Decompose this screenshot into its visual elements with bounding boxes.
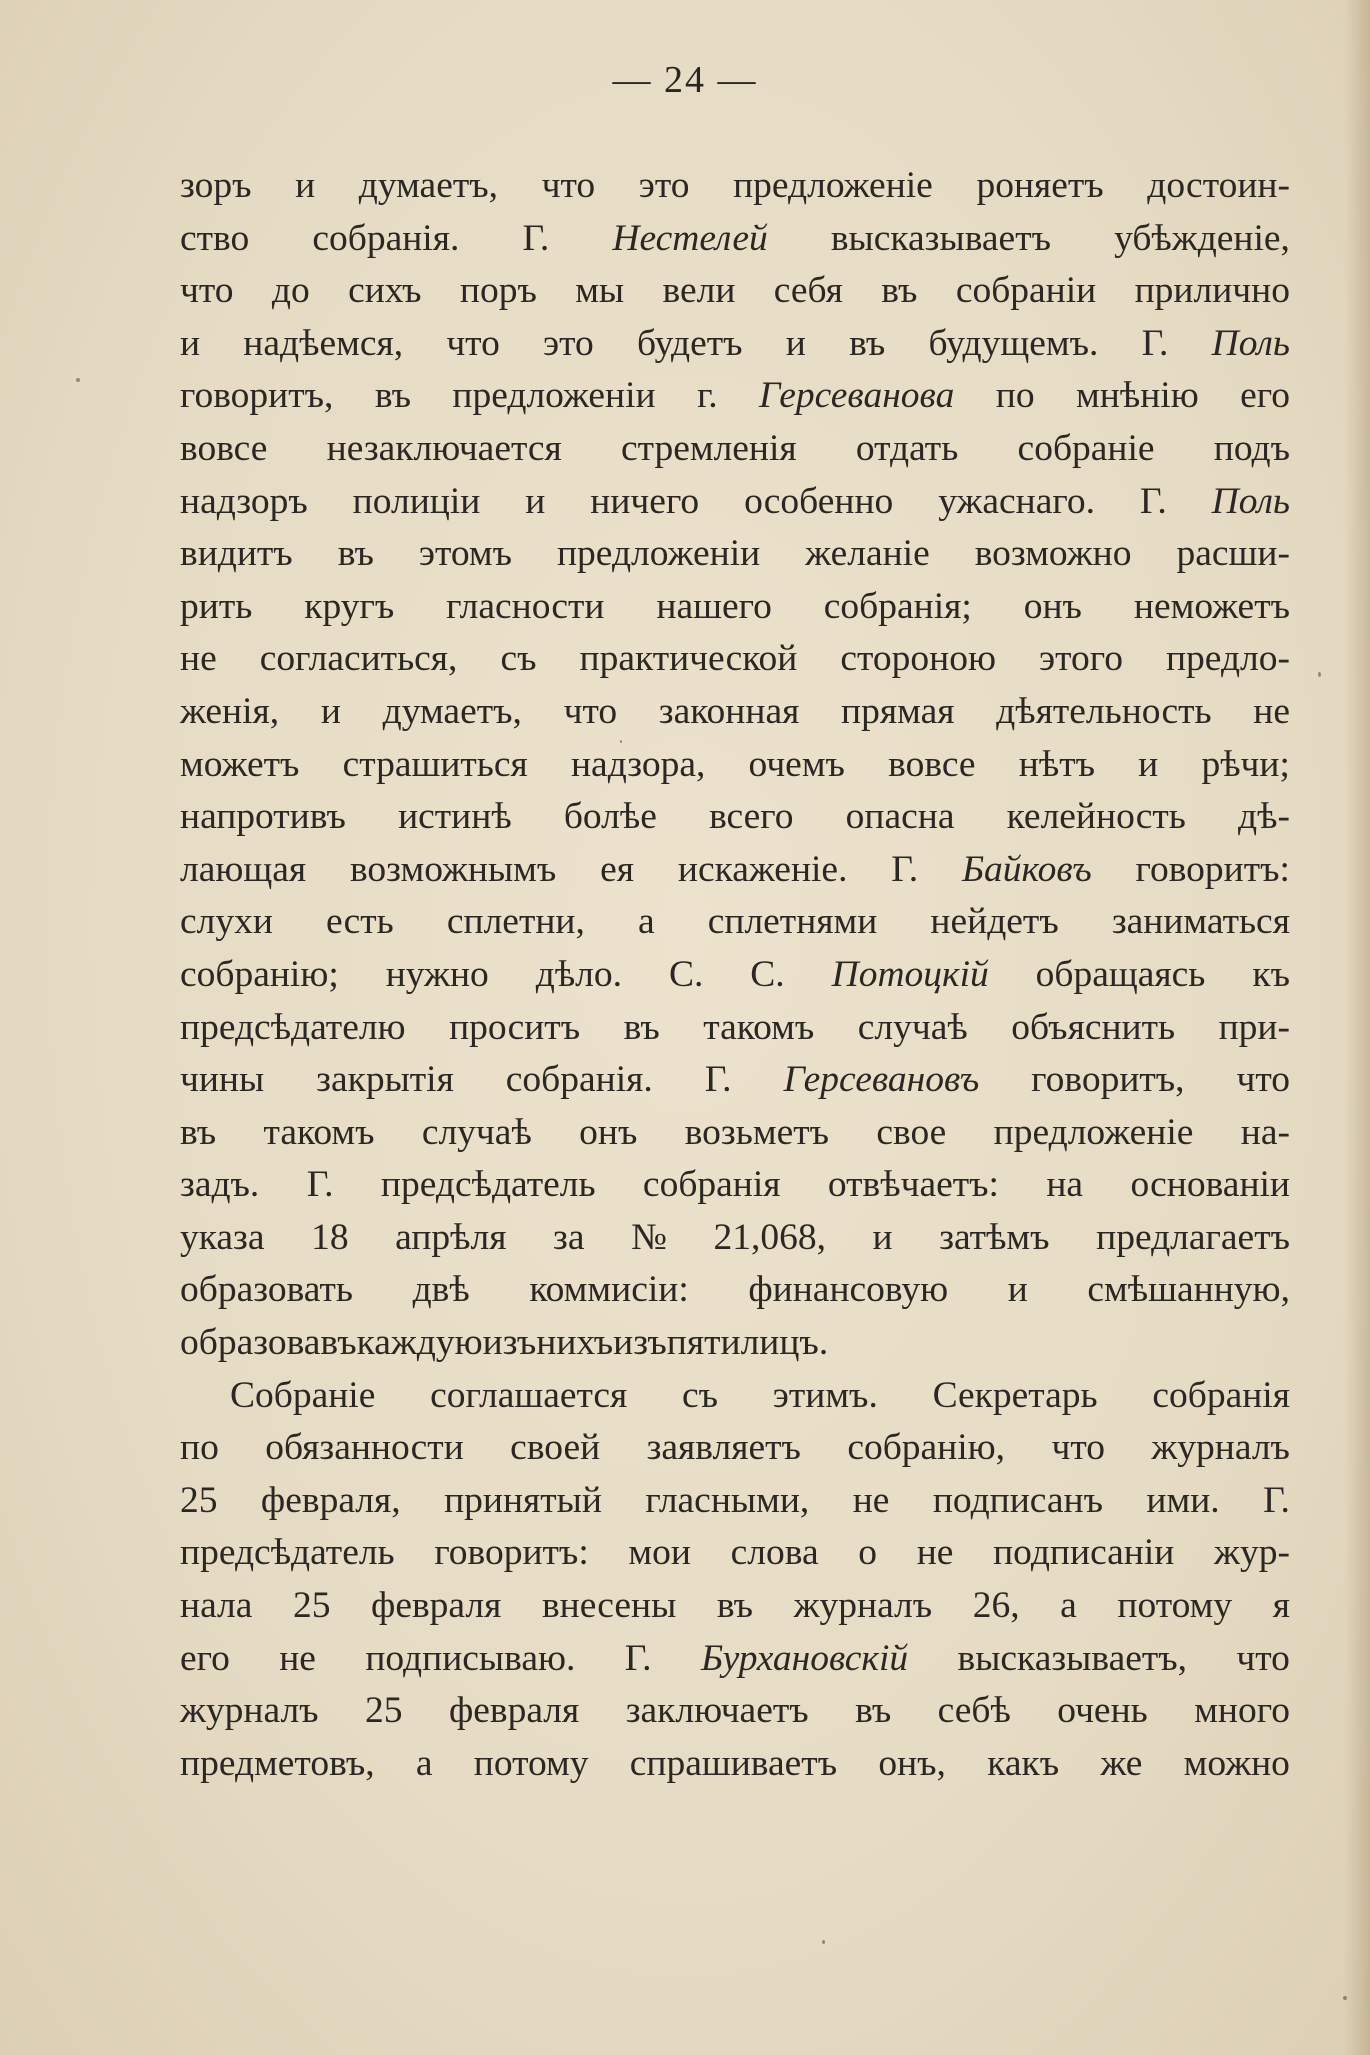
word: законная <box>658 690 800 732</box>
text-line <box>180 1685 1290 1738</box>
word: говоритъ, <box>1031 1059 1185 1101</box>
word: финансовую <box>748 1269 949 1311</box>
word: много <box>1194 1690 1290 1732</box>
text-line <box>180 1264 1290 1317</box>
word: отвѣчаетъ: <box>827 1164 999 1206</box>
word: говоритъ, <box>180 375 334 417</box>
word: возможно <box>974 533 1132 575</box>
word: внесены <box>541 1585 677 1627</box>
word: дѣятельность <box>996 690 1212 732</box>
word: Г. <box>306 1164 334 1206</box>
word: собранія. <box>312 217 460 259</box>
word: а <box>637 901 655 943</box>
word: можетъ <box>180 743 300 785</box>
word: говоритъ: <box>434 1532 589 1574</box>
word: ея <box>600 848 635 890</box>
word: незаключается <box>326 427 562 469</box>
word: лицъ. <box>740 1322 829 1364</box>
word: двѣ <box>412 1269 470 1311</box>
word: Бурхановскій <box>700 1637 909 1679</box>
word: Г. <box>891 848 919 890</box>
word: нейдетъ <box>930 901 1059 943</box>
text-line <box>180 844 1290 897</box>
word: журналъ <box>1151 1427 1290 1469</box>
word: не <box>916 1532 954 1574</box>
word: вовсе <box>180 427 268 469</box>
word: и <box>1138 743 1159 785</box>
text-line <box>180 1527 1290 1580</box>
word: собранія; <box>823 585 972 627</box>
word: это <box>543 322 594 364</box>
word: апрѣля <box>395 1216 507 1258</box>
word: высказываетъ, <box>957 1637 1188 1679</box>
word: что <box>180 270 234 312</box>
word: г. <box>697 375 718 417</box>
word: мои <box>628 1532 691 1574</box>
word: этимъ. <box>772 1374 878 1416</box>
text-line <box>180 1738 1290 1791</box>
body-text <box>180 160 1290 1790</box>
word: въ <box>180 1111 217 1153</box>
word: Г. <box>1139 480 1167 522</box>
word: возможнымъ <box>349 848 557 890</box>
word: искаженіе. <box>677 848 848 890</box>
word: журналъ <box>793 1585 933 1627</box>
word: по <box>995 375 1035 417</box>
text-line <box>180 528 1290 581</box>
word: онъ <box>1023 585 1082 627</box>
word: Байковъ <box>961 848 1092 890</box>
text-line <box>180 213 1290 266</box>
word: зоръ <box>180 165 252 206</box>
word: что <box>1051 1427 1105 1469</box>
text-line <box>180 949 1290 1002</box>
word: какъ <box>987 1742 1060 1784</box>
word: что <box>541 165 596 206</box>
word: 18 <box>311 1216 349 1258</box>
word: собранію; <box>180 953 339 995</box>
word: не <box>1253 690 1290 732</box>
word: С. <box>750 953 785 995</box>
word: задъ. <box>180 1164 260 1206</box>
word: возьметъ <box>684 1111 829 1153</box>
word: желаніе <box>805 533 930 575</box>
word: рѣчи; <box>1201 743 1290 785</box>
word: обязанности <box>265 1427 464 1469</box>
word: 26, <box>972 1585 1020 1627</box>
word: предсѣдатель <box>380 1164 596 1206</box>
word: въ <box>374 375 411 417</box>
word: можно <box>1183 1742 1290 1784</box>
text-line <box>180 581 1290 634</box>
word: съ <box>500 638 537 680</box>
word: нашего <box>656 585 772 627</box>
word: затѣмъ <box>939 1216 1050 1258</box>
word: практической <box>579 638 798 680</box>
word: Поль <box>1211 480 1290 522</box>
word: что <box>1236 1059 1290 1101</box>
word: 25 <box>292 1585 331 1627</box>
word: въ <box>716 1585 754 1627</box>
text-line <box>180 1422 1290 1475</box>
word: думаетъ, <box>358 165 499 206</box>
word: и <box>295 165 316 206</box>
word: и <box>872 1216 893 1258</box>
word: предметовъ, <box>180 1742 375 1784</box>
word: расши- <box>1176 533 1290 575</box>
word: предсѣдателю <box>180 1006 406 1048</box>
word: онъ, <box>878 1742 946 1784</box>
word: согласиться, <box>259 638 458 680</box>
word: потому <box>1117 1585 1233 1627</box>
word: подписанъ <box>932 1479 1103 1521</box>
word: на- <box>1240 1111 1290 1153</box>
text-line <box>180 423 1290 476</box>
word: о <box>858 1532 878 1574</box>
text-line <box>180 1317 1290 1370</box>
word: Г. <box>522 217 550 259</box>
text-line <box>180 1107 1290 1160</box>
word: достоин- <box>1147 165 1290 206</box>
word: не <box>852 1479 890 1521</box>
word: Потоцкій <box>831 953 989 995</box>
word: и <box>785 322 806 364</box>
text-line <box>180 1580 1290 1633</box>
word: свое <box>876 1111 947 1153</box>
word: гласности <box>446 585 605 627</box>
text-line <box>180 1370 1290 1423</box>
word: Г. <box>624 1637 652 1679</box>
word: соглашается <box>430 1374 628 1416</box>
word: ужаснаго. <box>938 480 1095 522</box>
word: заявляетъ <box>646 1427 801 1469</box>
text-line <box>180 1054 1290 1107</box>
word: будетъ <box>637 322 743 364</box>
word: мы <box>575 270 625 312</box>
word: въ <box>855 1690 892 1732</box>
word: я <box>1272 1585 1290 1627</box>
word: своей <box>510 1427 601 1469</box>
word: сихъ <box>348 270 422 312</box>
word: предло- <box>1165 638 1290 680</box>
word: 21,068, <box>713 1216 826 1258</box>
word: предлагаетъ <box>1096 1216 1290 1258</box>
word: кругъ <box>304 585 395 627</box>
word: такомъ <box>263 1111 375 1153</box>
word: есть <box>326 901 394 943</box>
word: Герсеванова <box>759 375 955 417</box>
word: надѣемся, <box>243 322 404 364</box>
word: 25 <box>365 1690 403 1732</box>
word: очемъ <box>748 743 845 785</box>
word: его <box>180 1637 230 1679</box>
word: этомъ <box>418 533 512 575</box>
word: принятый <box>444 1479 602 1521</box>
word: закрытія <box>316 1059 454 1101</box>
word: это <box>638 165 690 206</box>
word: собранію, <box>847 1427 1006 1469</box>
text-line <box>180 686 1290 739</box>
word: себѣ <box>937 1690 1011 1732</box>
word: Г. <box>1263 1479 1290 1521</box>
word: всего <box>709 796 794 838</box>
word: не <box>279 1637 316 1679</box>
word: рить <box>180 585 253 627</box>
word: 25 <box>180 1479 218 1521</box>
page-edge-shadow <box>1344 0 1370 2055</box>
word: журналъ <box>180 1690 319 1732</box>
word: а <box>1060 1585 1077 1627</box>
word: говоритъ: <box>1135 848 1290 890</box>
text-line <box>180 265 1290 318</box>
word: собранія <box>642 1164 781 1206</box>
word: что <box>446 322 500 364</box>
text-line <box>180 1159 1290 1212</box>
word: болѣе <box>563 796 657 838</box>
word: будущемъ. <box>928 322 1099 364</box>
word: по <box>180 1427 219 1469</box>
text-line <box>180 160 1290 213</box>
word: при- <box>1218 1006 1290 1048</box>
word: прямая <box>841 690 955 732</box>
word: видитъ <box>180 533 293 575</box>
text-line <box>180 1475 1290 1528</box>
word: и <box>180 322 201 364</box>
word: въ <box>337 533 374 575</box>
word: надзора, <box>570 743 706 785</box>
word: заключаетъ <box>625 1690 809 1732</box>
word: а <box>415 1742 433 1784</box>
word: объяснить <box>1011 1006 1176 1048</box>
text-line <box>180 476 1290 529</box>
word: роняетъ <box>976 165 1104 206</box>
word: февраля, <box>260 1479 401 1521</box>
word: коммисіи: <box>529 1269 689 1311</box>
word: смѣшанную, <box>1087 1269 1290 1311</box>
word: въ <box>881 270 918 312</box>
word: высказываетъ <box>830 217 1051 259</box>
word: февраля <box>371 1585 502 1627</box>
word: думаетъ, <box>382 690 522 732</box>
word: лающая <box>180 848 307 890</box>
word: поръ <box>459 270 537 312</box>
word: слова <box>730 1532 819 1574</box>
word: и <box>525 480 546 522</box>
word: С. <box>668 953 704 995</box>
word: съ <box>681 1374 719 1416</box>
text-line <box>180 633 1290 686</box>
word: сплетни, <box>446 901 585 943</box>
word: предсѣдатель <box>180 1532 395 1574</box>
word: ничего <box>590 480 700 522</box>
word: и <box>1007 1269 1028 1311</box>
word: изъ <box>613 1322 667 1364</box>
word: нала <box>180 1585 253 1627</box>
word: спрашиваетъ <box>629 1742 838 1784</box>
word: пяти <box>666 1322 741 1364</box>
word: заниматься <box>1111 901 1290 943</box>
word: собранія <box>1152 1374 1290 1416</box>
word: ство <box>180 217 250 259</box>
text-line <box>180 318 1290 371</box>
word: его <box>1240 375 1290 417</box>
word: собраніе <box>1017 427 1155 469</box>
word: дѣло. <box>535 953 623 995</box>
word: себя <box>773 270 843 312</box>
word: собранія. <box>505 1059 653 1101</box>
word: февраля <box>448 1690 580 1732</box>
word: № <box>631 1216 667 1258</box>
word: указа <box>180 1216 265 1258</box>
word: Секретарь <box>932 1374 1098 1416</box>
word: проситъ <box>449 1006 581 1048</box>
word: особенно <box>744 480 894 522</box>
word: Г. <box>1141 322 1169 364</box>
word: гласными, <box>645 1479 810 1521</box>
word: въ <box>623 1006 660 1048</box>
word: что <box>563 690 618 732</box>
word: дѣ- <box>1238 796 1290 838</box>
word: нихъ <box>536 1322 614 1364</box>
word: собраніи <box>955 270 1097 312</box>
word: Поль <box>1211 322 1290 364</box>
word: опасна <box>845 796 955 838</box>
word: предложеніе <box>733 165 933 206</box>
word: истинѣ <box>398 796 512 838</box>
word: онъ <box>579 1111 638 1153</box>
word: подъ <box>1213 427 1290 469</box>
text-line <box>180 1212 1290 1265</box>
word: вовсе <box>888 743 976 785</box>
word: случаѣ <box>857 1006 968 1048</box>
text-line <box>180 896 1290 949</box>
word: жур- <box>1214 1532 1290 1574</box>
word: келейность <box>1006 796 1186 838</box>
word: полиціи <box>352 480 481 522</box>
word: надзоръ <box>180 480 308 522</box>
word: случаѣ <box>421 1111 532 1153</box>
word: слухи <box>180 901 273 943</box>
word: стремленія <box>620 427 797 469</box>
word: такомъ <box>703 1006 815 1048</box>
word: очень <box>1057 1690 1148 1732</box>
word: сплетнями <box>707 901 878 943</box>
word: въ <box>849 322 886 364</box>
word: Г. <box>704 1059 732 1101</box>
word: образовавъ <box>180 1322 357 1364</box>
word: стороною <box>840 638 997 680</box>
word: каждую <box>356 1322 483 1364</box>
word: что <box>1236 1637 1290 1679</box>
word: основаніи <box>1130 1164 1290 1206</box>
word: нѣтъ <box>1018 743 1095 785</box>
word: нужно <box>385 953 489 995</box>
word: подписываю. <box>365 1637 576 1679</box>
text-line <box>180 1633 1290 1686</box>
word: мнѣнію <box>1076 375 1199 417</box>
word: за <box>553 1216 585 1258</box>
word: предложеніи <box>452 375 656 417</box>
word: обращаясь <box>1035 953 1206 995</box>
word: до <box>271 270 310 312</box>
word: напротивъ <box>180 796 346 838</box>
word: изъ <box>482 1322 537 1364</box>
word: потому <box>473 1742 589 1784</box>
word: на <box>1046 1164 1084 1206</box>
word: убѣжденіе, <box>1114 217 1290 259</box>
word: отдать <box>855 427 959 469</box>
word: неможетъ <box>1133 585 1290 627</box>
word: образовать <box>180 1269 353 1311</box>
word: Собраніе <box>230 1374 376 1416</box>
page-number: — 24 — <box>612 59 758 101</box>
word: Нестелей <box>612 217 768 259</box>
word: предложеніи <box>556 533 761 575</box>
word: къ <box>1252 953 1290 995</box>
word: страшиться <box>342 743 528 785</box>
word: этого <box>1039 638 1123 680</box>
word: и <box>320 690 341 732</box>
word: ими. <box>1146 1479 1220 1521</box>
word: не <box>180 638 217 680</box>
word: подписаніи <box>993 1532 1175 1574</box>
word: предложеніе <box>993 1111 1194 1153</box>
word: вели <box>662 270 736 312</box>
text-line <box>180 1002 1290 1055</box>
text-line <box>180 739 1290 792</box>
word: прилично <box>1134 270 1290 312</box>
text-line <box>180 370 1290 423</box>
word: женія, <box>180 690 280 732</box>
word: Герсевановъ <box>783 1059 980 1101</box>
word: же <box>1100 1742 1143 1784</box>
text-line <box>180 791 1290 844</box>
word: чины <box>180 1059 265 1101</box>
